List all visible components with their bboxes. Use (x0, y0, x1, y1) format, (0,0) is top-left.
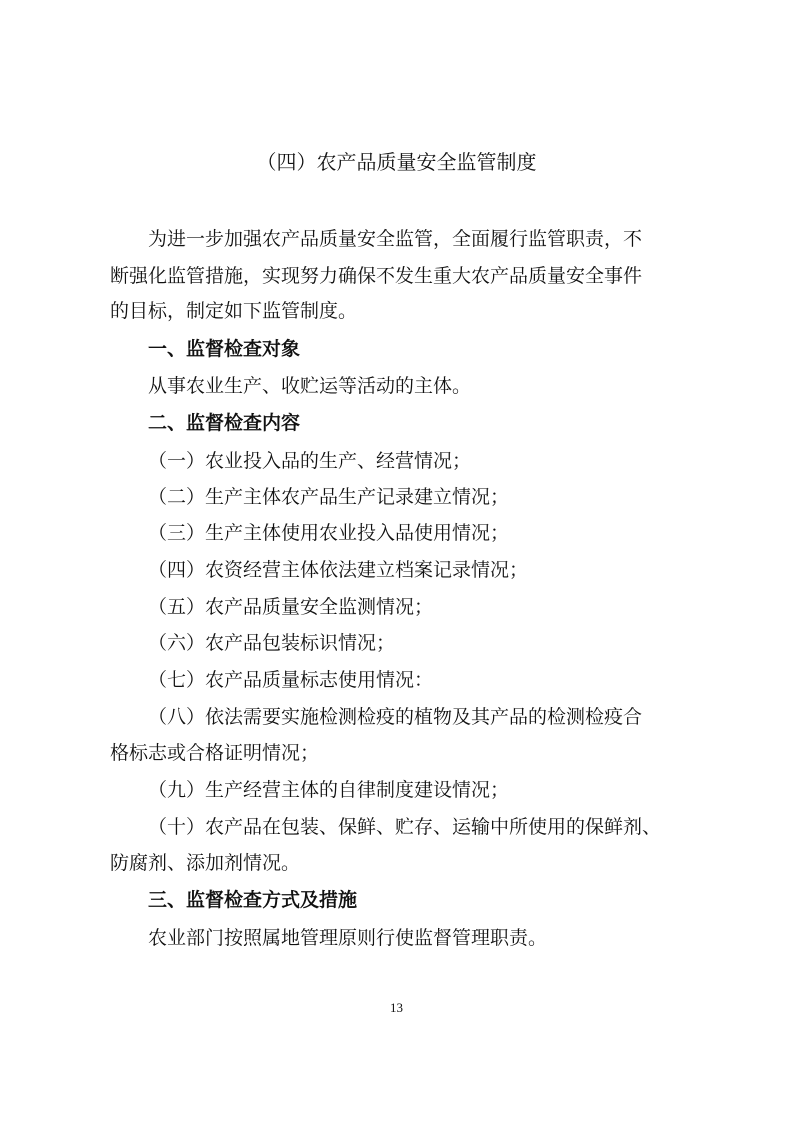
list-item: （一）农业投入品的生产、经营情况； (148, 450, 472, 472)
section-1-heading: 一、监督检查对象 (148, 338, 301, 360)
section-3-heading: 三、监督检查方式及措施 (148, 889, 358, 911)
list-item: （七）农产品质量标志使用情况： (148, 669, 434, 691)
intro-line-2: 断强化监管措施，实现努力确保不发生重大农产品质量安全事件 (110, 265, 643, 287)
list-item: （二）生产主体农产品生产记录建立情况； (148, 486, 510, 508)
page-number: 13 (390, 1000, 403, 1015)
list-item: （六）农产品包装标识情况； (148, 632, 396, 654)
list-item-10-line-1: （十）农产品在包装、保鲜、贮存、运输中所使用的保鲜剂、 (148, 816, 662, 838)
section-2-heading: 二、监督检查内容 (148, 412, 301, 434)
list-item-9: （九）生产经营主体的自律制度建设情况； (148, 779, 510, 801)
page-title: （四）农产品质量安全监管制度 (256, 150, 537, 174)
intro-line-3: 的目标，制定如下监管制度。 (110, 300, 358, 322)
section-3-text: 农业部门按照属地管理原则行使监督管理职责。 (148, 927, 548, 949)
list-item: （四）农资经营主体依法建立档案记录情况； (148, 559, 529, 581)
list-item-8-line-2: 格标志或合格证明情况； (110, 742, 320, 764)
list-item: （三）生产主体使用农业投入品使用情况； (148, 522, 510, 544)
section-1-text: 从事农业生产、收贮运等活动的主体。 (148, 375, 472, 397)
list-item: （五）农产品质量安全监测情况； (148, 596, 434, 618)
list-item-10-line-2: 防腐剂、添加剂情况。 (110, 852, 301, 874)
intro-line-1: 为进一步加强农产品质量安全监管，全面履行监管职责，不 (148, 228, 643, 250)
list-item-8-line-1: （八）依法需要实施检测检疫的植物及其产品的检测检疫合 (148, 706, 643, 728)
